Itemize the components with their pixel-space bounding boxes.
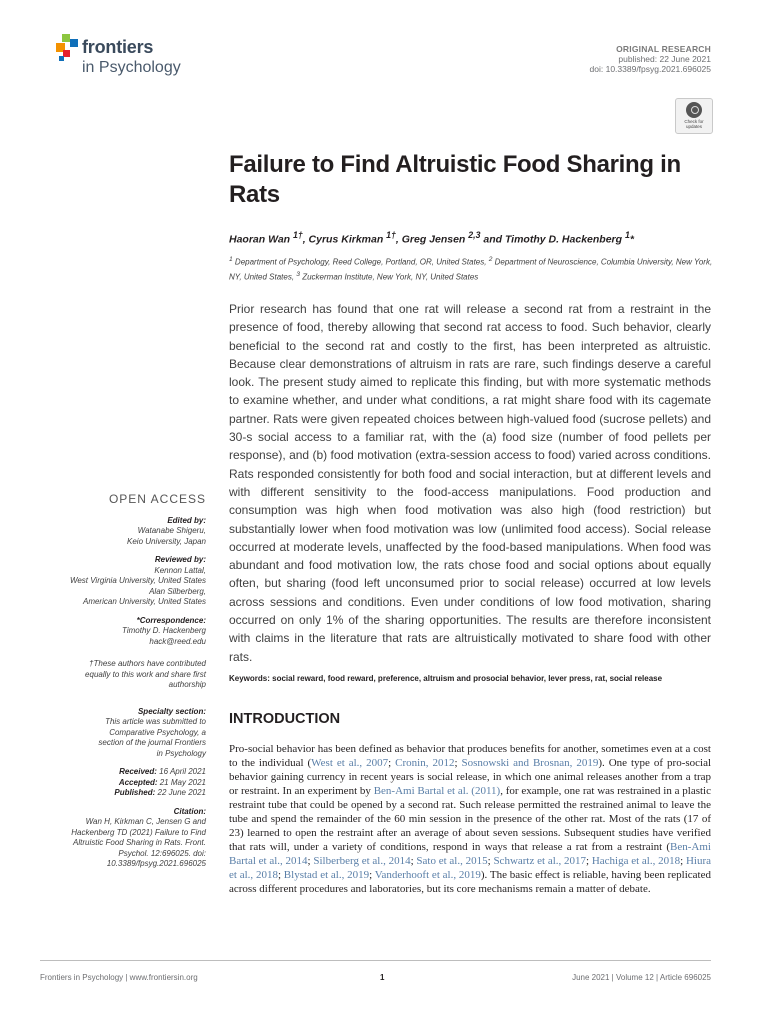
reviewer-name: Kennon Lattal, [154,565,206,575]
badge-label: Check for updates [684,119,704,129]
footer-divider [40,960,711,961]
citation-label: Citation: [173,806,206,816]
frontiers-logo-icon [56,34,80,64]
keywords: Keywords: social reward, food reward, preference, altruism and prosocial behavior, lever press, rat, social release [229,674,663,683]
open-access-label: OPEN ACCESS [108,492,206,506]
published-date: published: 22 June 2021 [618,54,711,64]
footer-journal-link[interactable]: Frontiers in Psychology | www.frontiersin.org [40,973,198,982]
page-number: 1 [380,973,385,982]
reviewed-by-label: Reviewed by: [154,555,206,564]
correspondence-email[interactable]: hack@reed.edu [149,636,206,646]
correspondence-label: *Correspondence: [136,615,206,625]
journal-name-line1: frontiers [82,37,154,57]
accepted-label: Accepted: [118,777,158,787]
citation-text: Wan H, Kirkman C, Jensen G and Hackenberg TD (2021) Failure to Find Altruistic Food Sharing in Rats. Front. Psychol. 12:696025. doi: 10.3389/fpsyg.2021.696025 [71,817,206,868]
journal-name-line2: in Psychology [82,59,181,76]
reviewer-name: Alan Silberberg, [149,586,206,596]
specialty-section-text: This article was submitted to Comparative Psychology, a section of the journal Frontiers in Psychology [98,717,206,758]
reviewer-affiliation: American University, United States [82,597,206,606]
abstract: Prior research has found that one rat will release a second rat from a restraint in the presence of food, thereby allowing that second rat access to food. Such behavior, clearly beneficial to the second rat and costly to the first, has been interpreted as altruistic. Because clear demonstrations of altruism in rats are rare, such findings deserve a careful look. The present study aimed to replicate this finding, but with more systematic methods to examine whether, and under what conditions, a rat might share food with its cagemate partner. Rats were given repeated choices between high-valued food (sucrose pellets) and 30-s social access to a familiar rat, with the (a) food size (number of food pellets per response), and (b) food motivation (extra-session access to food) varied across conditions. Rats responded consistently for both food and social interaction, but at different levels and with different sensitivity to the food-access manipulations. Food production and consumption was high when food motivation was also high (food restriction) but substantially lower when food motivation was low (unlimited food access). Social release occurred at moderate levels, unaffected by the food-based manipulations. When food was abundant and food motivation low, the rats chose food and social options about equally often, but sharing (food left unconsumed prior to social release) occurred at low levels across sessions and conditions. Even under conditions of low food motivation, sharing occurred on only 1% of the sharing opportunities. The results are therefore inconsistent with claims in the literature that rats are altruistically motivated to share food with other rats. [229,302,711,664]
article-doi[interactable]: doi: 10.3389/fpsyg.2021.696025 [589,64,711,74]
equal-contribution-note: †These authors have contributed equally to this work and share first authorship [85,659,206,689]
update-check-icon [686,102,702,118]
check-for-updates-badge[interactable] [675,98,713,134]
editor-affiliation: Keio University, Japan [127,536,206,546]
article-type: ORIGINAL RESEARCH [616,44,711,54]
author-affiliations: $^1$ Department of Psychology, Reed College, Portland, OR, United States, $^2$ Department of Neuroscience, Columbia University, New York, NY, United States, $^3$ Zuckerman Institute, New York, NY, United States [229,256,713,282]
received-date: 16 April 2021 [159,767,206,776]
article-title: Failure to Find Altruistic Food Sharing in Rats [229,151,681,208]
received-label: Received: [119,767,157,776]
reviewer-affiliation: West Virginia University, United States [69,576,206,585]
article-sidebar [40,494,206,870]
sidebar-published-date: 22 June 2021 [157,788,206,797]
editor-name: Watanabe Shigeru, [137,526,206,535]
correspondence-name: Timothy D. Hackenberg [122,626,206,635]
footer-issue-info: June 2021 | Volume 12 | Article 696025 [572,973,711,982]
accepted-date: 21 May 2021 [159,777,206,787]
specialty-section-label: Specialty section: [137,706,206,716]
introduction-text: Pro-social behavior has been defined as behavior that produces benefits for another, sometimes even at a cost to the individual (West et al., 2007; Cronin, 2012; Sosnowski and Brosnan, 2019). One type of pro-social behavior gaining currency in recent years is social release, in which one animal releases another from a trap or restraint. In an experiment by Ben-Ami Bartal et al. (2011), for example, one rat was restrained in a plastic restraint tube that could be opened by a second rat. Such release permitted the restrained animal to leave the tube and spend the remainder of the 60 min session in the presence of the other rat. Most of the rats (17 of 23) learned to open the restraint after an average of about seven sessions. Subsequent studies have verified that rats will, under a variety of conditions, respond in ways that release a rat from a restraint (Ben-Ami Bartal et al., 2014; Silberberg et al., 2014; Sato et al., 2015; Schwartz et al., 2017; Hachiga et al., 2018; Hiura et al., 2018; Blystad et al., 2019; Vanderhooft et al., 2019). The basic effect is reliable, having been replicated across different procedures and laboratories, but its core mechanisms remain a matter of debate. [229,743,712,895]
author-list: Haoran Wan $^{1\dagger}$, Cyrus Kirkman $^{1\dagger}$, Greg Jensen $^{2,3}$ and Timothy D. Hackenberg $^1$* [229,230,634,246]
journal-logo[interactable] [56,32,256,82]
edited-by-label: Edited by: [167,515,206,525]
article-header-meta [451,44,711,74]
published-label: Published: [114,788,156,797]
section-heading-introduction: INTRODUCTION [229,711,341,727]
